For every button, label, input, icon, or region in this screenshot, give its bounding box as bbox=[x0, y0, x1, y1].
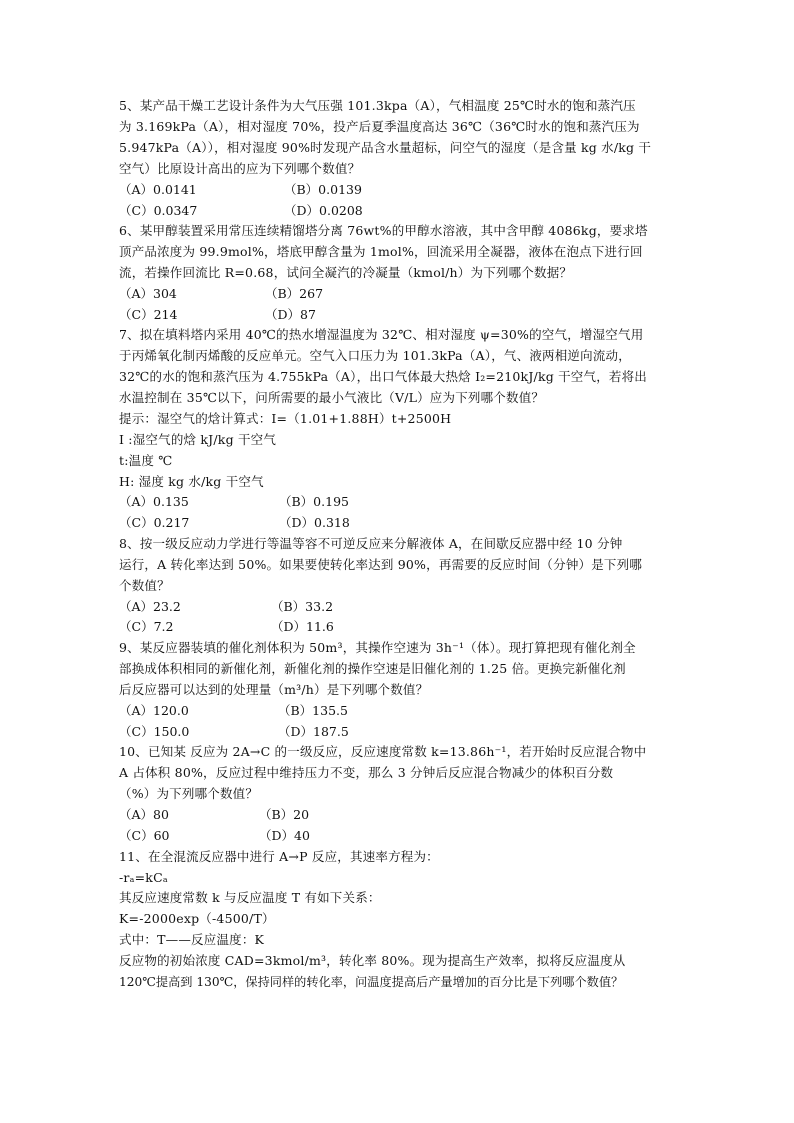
question-6-line-3: 流，若操作回流比 R=0.68，试问全凝汽的冷凝量（kmol/h）为下列哪个数据？ bbox=[119, 265, 573, 280]
question-8-option-b: （B）33.2 bbox=[271, 599, 334, 614]
question-7-hint-h: H: 湿度 kg 水/kg 干空气 bbox=[119, 474, 264, 489]
question-7-hint-t: t:温度 ℃ bbox=[119, 453, 173, 468]
question-8-option-c: （C）7.2 bbox=[119, 619, 174, 634]
question-11-line-7: 120℃提高到 130℃，保持同样的转化率，问温度提高后产量增加的百分比是下列哪个数值？ bbox=[119, 975, 624, 989]
question-9-option-a: （A）120.0 bbox=[119, 703, 189, 718]
question-5-options-row-1 bbox=[119, 180, 709, 200]
question-11-line-1: 11、在全混流反应器中进行 A→P 反应，其速率方程为： bbox=[119, 849, 439, 864]
question-9-option-b: （B）135.5 bbox=[278, 703, 348, 718]
question-10-option-b: （B）20 bbox=[259, 807, 310, 822]
question-7-hint-i: I :湿空气的焓 kJ/kg 干空气 bbox=[119, 432, 277, 447]
question-5-options-row-2 bbox=[119, 201, 709, 221]
question-9-option-c: （C）150.0 bbox=[119, 724, 190, 739]
question-10-options-row-2 bbox=[119, 826, 709, 846]
question-11-line-3: 其反应速度常数 k 与反应温度 T 有如下关系： bbox=[119, 890, 381, 905]
question-6-line-2: 顶产品浓度为 99.9mol%，塔底甲醇含量为 1mol%，回流采用全凝器，液体在泡点下进行回 bbox=[119, 244, 643, 259]
question-5-option-b: （B）0.0139 bbox=[284, 182, 362, 197]
question-6-option-b: （B）267 bbox=[265, 286, 324, 301]
question-10-option-a: （A）80 bbox=[119, 807, 169, 822]
question-11-definition: 式中：T——反应温度：K bbox=[119, 932, 265, 947]
question-9-option-d: （D）187.5 bbox=[278, 724, 349, 739]
question-9-options-row-2 bbox=[119, 722, 709, 742]
question-7-option-a: （A）0.135 bbox=[119, 494, 189, 509]
question-6-options-row-1 bbox=[119, 284, 709, 304]
question-8-option-a: （A）23.2 bbox=[119, 599, 181, 614]
question-10-line-3: （%）为下列哪个数值？ bbox=[119, 786, 259, 801]
question-7-option-b: （B）0.195 bbox=[279, 494, 349, 509]
question-11-rate-equation: -rₐ=kCₐ bbox=[119, 870, 168, 885]
question-7-line-1: 7、拟在填料塔内采用 40℃的热水增湿温度为 32℃、相对湿度 ψ=30%的空气，增湿空气用 bbox=[119, 327, 644, 342]
question-5-line-4: 空气）比原设计高出的应为下列哪个数值？ bbox=[119, 161, 361, 176]
question-10-option-d: （D）40 bbox=[259, 828, 310, 843]
question-7-line-2: 于丙烯氧化制丙烯酸的反应单元。空气入口压力为 101.3kPa（A），气、液两相逆向流动， bbox=[119, 348, 631, 363]
question-10-line-2: A 占体积 80%，反应过程中维持压力不变，那么 3 分钟后反应混合物减少的体积百分数 bbox=[119, 765, 614, 780]
question-7-options-row-2 bbox=[119, 513, 709, 533]
question-7-line-4: 水温控制在 35℃以下，问所需要的最小气液比（V/L）应为下列哪个数值？ bbox=[119, 390, 545, 405]
question-10-options-row-1 bbox=[119, 805, 709, 825]
question-6-option-d: （D）87 bbox=[265, 307, 316, 322]
question-8-options-row-2 bbox=[119, 617, 709, 637]
question-11-k-formula: K=-2000exp（-4500/T） bbox=[119, 911, 275, 926]
question-9-line-3: 后反应器可以达到的处理量（m³/h）是下列哪个数值？ bbox=[119, 682, 429, 697]
question-6-option-a: （A）304 bbox=[119, 286, 177, 301]
question-5-line-2: 为 3.169kPa（A），相对湿度 70%，投产后夏季温度高达 36℃（36℃时水的饱和蒸汽压为 bbox=[119, 119, 640, 134]
question-8-line-2: 运行，A 转化率达到 50%。如果要使转化率达到 90%，再需要的反应时间（分钟）是下列哪 bbox=[119, 557, 643, 572]
question-6-line-1: 6、某甲醇装置采用常压连续精馏塔分离 76wt%的甲醇水溶液，其中含甲醇 4086kg，要求塔 bbox=[119, 223, 648, 238]
question-10-line-1: 10、已知某 反应为 2A→C 的一级反应，反应速度常数 k=13.86h⁻¹，若开始时反应混合物中 bbox=[119, 744, 647, 759]
question-7-options-row-1 bbox=[119, 492, 709, 512]
question-9-line-2: 部换成体积相同的新催化剂，新催化剂的操作空速是旧催化剂的 1.25 倍。更换完新催化剂 bbox=[119, 661, 626, 676]
question-7-hint: 提示：湿空气的焓计算式：I=（1.01+1.88H）t+2500H bbox=[119, 411, 452, 426]
question-9-options-row-1 bbox=[119, 701, 709, 721]
question-7-line-3: 32℃的水的饱和蒸汽压为 4.755kPa（A），出口气体最大热焓 I₂=210kJ/kg 干空气，若将出 bbox=[119, 369, 648, 384]
question-11-line-6: 反应物的初始浓度 CAD=3kmol/m³，转化率 80%。现为提高生产效率，拟将反应温度从 bbox=[119, 953, 626, 968]
question-5-line-3: 5.947kPa（A）），相对湿度 90%时发现产品含水量超标，问空气的湿度（是含量 kg 水/kg 干 bbox=[119, 140, 652, 155]
question-9-line-1: 9、某反应器装填的催化剂体积为 50m³，其操作空速为 3h⁻¹（体）。现打算把现有催化剂全 bbox=[119, 640, 636, 655]
question-6-options-row-2 bbox=[119, 305, 709, 325]
question-8-option-d: （D）11.6 bbox=[271, 619, 334, 634]
question-5-option-a: （A）0.0141 bbox=[119, 182, 197, 197]
question-5-line-1: 5、某产品干燥工艺设计条件为大气压强 101.3kpa（A），气相温度 25℃时水的饱和蒸汽压 bbox=[119, 98, 636, 113]
question-5-option-c: （C）0.0347 bbox=[119, 203, 198, 218]
question-7-option-c: （C）0.217 bbox=[119, 515, 190, 530]
question-8-line-1: 8、按一级反应动力学进行等温等容不可逆反应来分解液体 A，在间歇反应器中经 10 分钟 bbox=[119, 536, 623, 551]
question-5-option-d: （D）0.0208 bbox=[284, 203, 363, 218]
question-7-option-d: （D）0.318 bbox=[279, 515, 350, 530]
question-8-line-3: 个数值？ bbox=[119, 578, 170, 593]
question-8-options-row-1 bbox=[119, 597, 709, 617]
question-10-option-c: （C）60 bbox=[119, 828, 170, 843]
question-6-option-c: （C）214 bbox=[119, 307, 178, 322]
